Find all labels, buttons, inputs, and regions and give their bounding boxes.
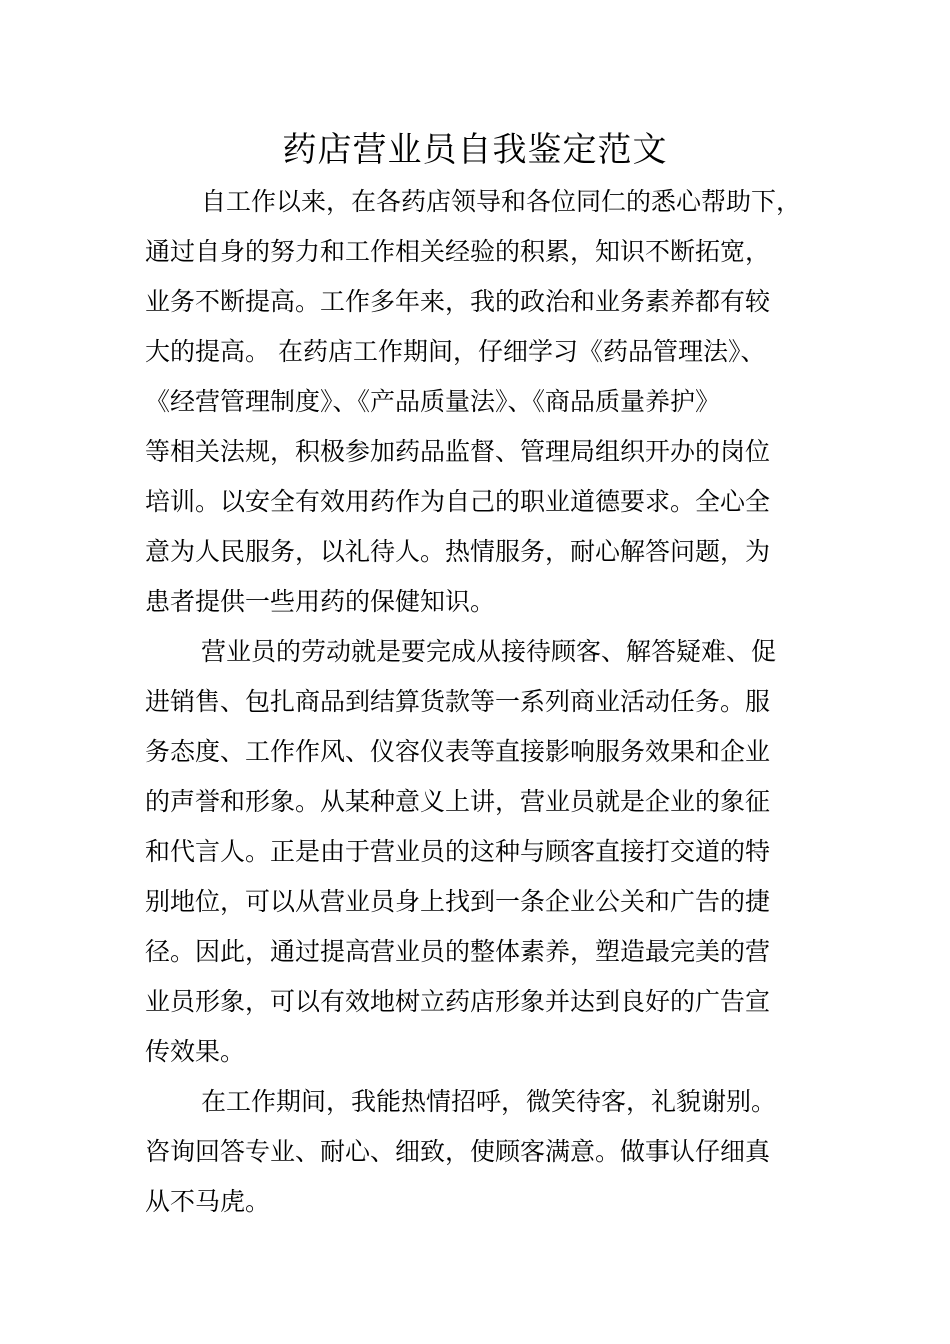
paragraph-line: 通过自身的努力和工作相关经验的积累，知识不断拓宽， <box>145 237 771 266</box>
paragraph-line: 在工作期间，我能热情招呼，微笑待客，礼貌谢别。 <box>201 1087 777 1116</box>
document-title: 药店营业员自我鉴定范文 <box>282 130 668 170</box>
paragraph-line: 务态度、工作作风、仪容仪表等直接影响服务效果和企业 <box>145 737 771 766</box>
paragraph-line: 患者提供一些用药的保健知识。 <box>145 587 496 616</box>
paragraph-line: 培训。以安全有效用药作为自己的职业道德要求。全心全 <box>145 487 771 516</box>
paragraph-line: 和代言人。正是由于营业员的这种与顾客直接打交道的特 <box>145 837 771 866</box>
paragraph-line: 业员形象，可以有效地树立药店形象并达到良好的广告宣 <box>145 987 771 1016</box>
paragraph-line: 等相关法规，积极参加药品监督、管理局组织开办的岗位 <box>145 437 771 466</box>
paragraph-line: 大的提高。 在药店工作期间，仔细学习《药品管理法》、 <box>145 337 766 366</box>
document-body <box>145 177 835 1227</box>
paragraph-line: 《经营管理制度》、《产品质量法》、《商品质量养护》 <box>145 387 721 416</box>
paragraph-1 <box>145 177 835 627</box>
paragraph-line: 的声誉和形象。从某种意义上讲，营业员就是企业的象征 <box>145 787 771 816</box>
paragraph-line: 别地位，可以从营业员身上找到一条企业公关和广告的捷 <box>145 887 771 916</box>
paragraph-line: 自工作以来，在各药店领导和各位同仁的悉心帮助下， <box>201 187 802 216</box>
paragraph-line: 传效果。 <box>145 1037 246 1066</box>
paragraph-line: 营业员的劳动就是要完成从接待顾客、解答疑难、促 <box>201 637 777 666</box>
paragraph-line: 从不马虎。 <box>145 1187 271 1216</box>
paragraph-3 <box>145 1077 835 1227</box>
paragraph-line: 径。因此，通过提高营业员的整体素养，塑造最完美的营 <box>145 937 771 966</box>
paragraph-line: 业务不断提高。工作多年来，我的政治和业务素养都有较 <box>145 287 771 316</box>
paragraph-line: 咨询回答专业、耐心、细致，使顾客满意。做事认仔细真 <box>145 1137 771 1166</box>
paragraph-line: 进销售、包扎商品到结算货款等一系列商业活动任务。服 <box>145 687 771 716</box>
paragraph-2 <box>145 627 835 1077</box>
paragraph-line: 意为人民服务，以礼待人。热情服务，耐心解答问题，为 <box>145 537 771 566</box>
